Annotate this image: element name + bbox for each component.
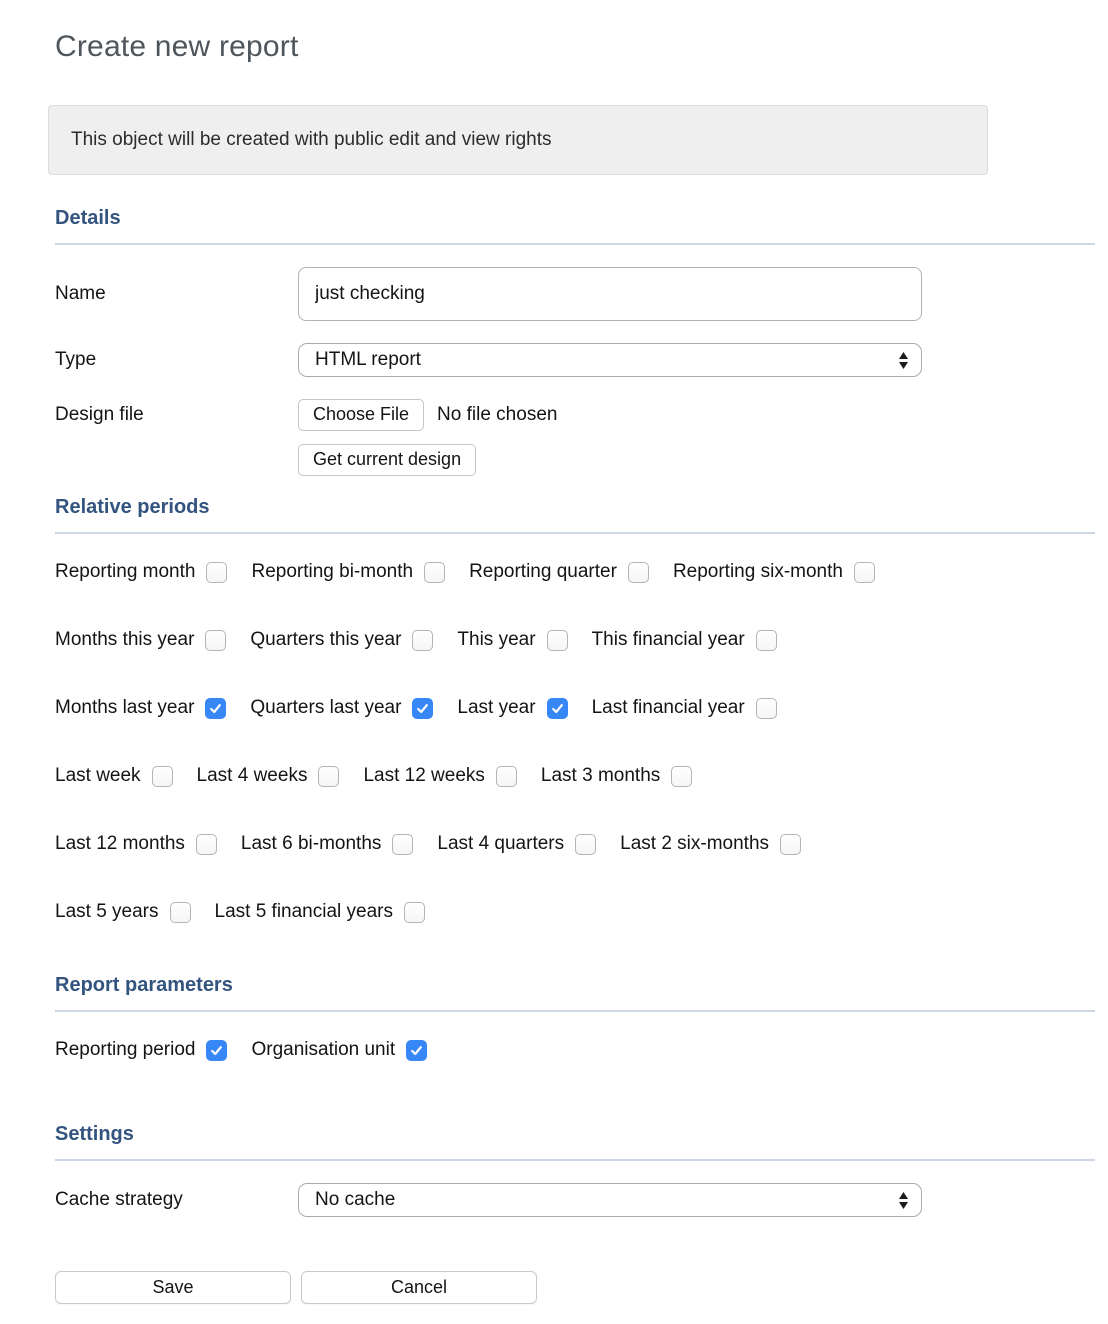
checkbox-label: Last 4 weeks (196, 765, 308, 786)
checkbox-item-months-last-year[interactable] (55, 697, 226, 719)
unchecked-checkbox[interactable] (756, 630, 777, 651)
checkbox-item-last-4-weeks[interactable] (197, 765, 340, 787)
type-row (55, 343, 1095, 377)
checkbox-item-last-year[interactable] (457, 697, 567, 719)
checkbox-row (55, 1039, 1095, 1061)
relative-periods-rows (55, 561, 1095, 923)
save-button[interactable]: Save (55, 1271, 291, 1304)
checkbox-item-last-financial-year[interactable] (592, 697, 777, 719)
design-file-row (55, 399, 1095, 476)
checked-checkbox[interactable] (547, 698, 568, 719)
unchecked-checkbox[interactable] (412, 630, 433, 651)
checkbox-label: Reporting six-month (672, 561, 843, 582)
checkbox-item-last-2-six-months[interactable] (620, 833, 801, 855)
design-file-controls (298, 399, 557, 476)
select-stepper-icon (898, 1191, 909, 1210)
section-heading-details: Details (55, 207, 1095, 245)
checkbox-label: Last 6 bi-months (240, 833, 382, 854)
checkbox-row (55, 833, 1095, 855)
checkbox-label: Last financial year (591, 697, 745, 718)
checkbox-label: Last 3 months (540, 765, 661, 786)
checkbox-label: Last 5 financial years (214, 901, 393, 922)
checkbox-item-reporting-period[interactable] (55, 1039, 227, 1061)
checkbox-item-months-this-year[interactable] (55, 629, 226, 651)
checkbox-label: Last 5 years (55, 901, 159, 922)
checkbox-row (55, 697, 1095, 719)
unchecked-checkbox[interactable] (671, 766, 692, 787)
file-input-row (298, 399, 557, 431)
checked-checkbox[interactable] (206, 1040, 227, 1061)
public-rights-notice (48, 105, 988, 175)
get-current-design-button[interactable]: Get current design (298, 444, 476, 476)
unchecked-checkbox[interactable] (547, 630, 568, 651)
type-select-value: HTML report (315, 349, 421, 370)
checkbox-row (55, 765, 1095, 787)
checkbox-label: Reporting quarter (469, 561, 617, 582)
no-file-chosen-text: No file chosen (437, 404, 558, 425)
checkbox-item-this-financial-year[interactable] (592, 629, 777, 651)
name-row (55, 267, 1095, 321)
unchecked-checkbox[interactable] (392, 834, 413, 855)
checkbox-item-last-12-weeks[interactable] (363, 765, 516, 787)
choose-file-button[interactable]: Choose File (298, 399, 424, 431)
unchecked-checkbox[interactable] (854, 562, 875, 583)
checkbox-row (55, 629, 1095, 651)
checkbox-label: Last 12 weeks (363, 765, 485, 786)
checkbox-label: Reporting month (55, 561, 196, 582)
checkbox-item-last-6-bi-months[interactable] (241, 833, 413, 855)
checkbox-item-reporting-bi-month[interactable] (251, 561, 445, 583)
checkbox-item-quarters-this-year[interactable] (250, 629, 433, 651)
checkbox-label: Reporting period (55, 1039, 196, 1060)
design-file-label: Design file (55, 404, 144, 425)
checkbox-item-reporting-month[interactable] (55, 561, 227, 583)
checkbox-row (55, 561, 1095, 583)
checkbox-item-last-12-months[interactable] (55, 833, 217, 855)
checkbox-label: Reporting bi-month (251, 561, 414, 582)
public-rights-notice-text: This object will be created with public edit and view rights (71, 129, 552, 150)
checkbox-item-reporting-six-month[interactable] (673, 561, 875, 583)
unchecked-checkbox[interactable] (205, 630, 226, 651)
checkbox-label: Months last year (55, 697, 195, 718)
unchecked-checkbox[interactable] (404, 902, 425, 923)
checkmark-icon (550, 701, 565, 716)
checkbox-item-this-year[interactable] (457, 629, 567, 651)
checkbox-label: Last 4 quarters (437, 833, 565, 854)
unchecked-checkbox[interactable] (152, 766, 173, 787)
checkbox-item-reporting-quarter[interactable] (469, 561, 649, 583)
unchecked-checkbox[interactable] (206, 562, 227, 583)
checkmark-icon (415, 701, 430, 716)
unchecked-checkbox[interactable] (575, 834, 596, 855)
checkbox-item-last-week[interactable] (55, 765, 173, 787)
report-parameters-rows (55, 1039, 1095, 1061)
type-label: Type (55, 349, 97, 370)
checkbox-item-organisation-unit[interactable] (251, 1039, 427, 1061)
unchecked-checkbox[interactable] (756, 698, 777, 719)
checkbox-item-last-3-months[interactable] (541, 765, 692, 787)
checkmark-icon (208, 701, 223, 716)
checkbox-label: Last week (55, 765, 141, 786)
checked-checkbox[interactable] (412, 698, 433, 719)
checkbox-label: This financial year (591, 629, 745, 650)
checkmark-icon (409, 1043, 424, 1058)
unchecked-checkbox[interactable] (318, 766, 339, 787)
cache-strategy-value: No cache (315, 1189, 396, 1210)
checkbox-item-last-5-financial-years[interactable] (215, 901, 426, 923)
unchecked-checkbox[interactable] (628, 562, 649, 583)
cache-strategy-row (55, 1183, 1095, 1217)
checkmark-icon (209, 1043, 224, 1058)
section-heading-report-parameters: Report parameters (55, 974, 1095, 1012)
checkbox-label: Last year (457, 697, 536, 718)
checkbox-item-quarters-last-year[interactable] (250, 697, 433, 719)
type-select[interactable] (298, 343, 922, 377)
unchecked-checkbox[interactable] (170, 902, 191, 923)
unchecked-checkbox[interactable] (196, 834, 217, 855)
checked-checkbox[interactable] (406, 1040, 427, 1061)
checkbox-label: Last 12 months (55, 833, 185, 854)
checked-checkbox[interactable] (205, 698, 226, 719)
unchecked-checkbox[interactable] (780, 834, 801, 855)
checkbox-label: Months this year (55, 629, 195, 650)
select-stepper-icon (898, 351, 909, 370)
unchecked-checkbox[interactable] (424, 562, 445, 583)
cancel-button[interactable]: Cancel (301, 1271, 537, 1304)
checkbox-item-last-4-quarters[interactable] (437, 833, 596, 855)
page-title: Create new report (55, 30, 299, 63)
unchecked-checkbox[interactable] (496, 766, 517, 787)
checkbox-label: Quarters last year (250, 697, 402, 718)
name-input[interactable] (298, 267, 922, 321)
checkbox-label: Organisation unit (251, 1039, 396, 1060)
form-actions (55, 1271, 1095, 1304)
checkbox-label: Quarters this year (250, 629, 402, 650)
checkbox-label: This year (457, 629, 536, 650)
section-heading-relative-periods: Relative periods (55, 496, 1095, 534)
checkbox-item-last-5-years[interactable] (55, 901, 191, 923)
section-heading-settings: Settings (55, 1123, 1095, 1161)
name-label: Name (55, 283, 106, 304)
cache-strategy-label: Cache strategy (55, 1189, 183, 1210)
checkbox-label: Last 2 six-months (620, 833, 770, 854)
checkbox-row (55, 901, 1095, 923)
cache-strategy-select[interactable] (298, 1183, 922, 1217)
